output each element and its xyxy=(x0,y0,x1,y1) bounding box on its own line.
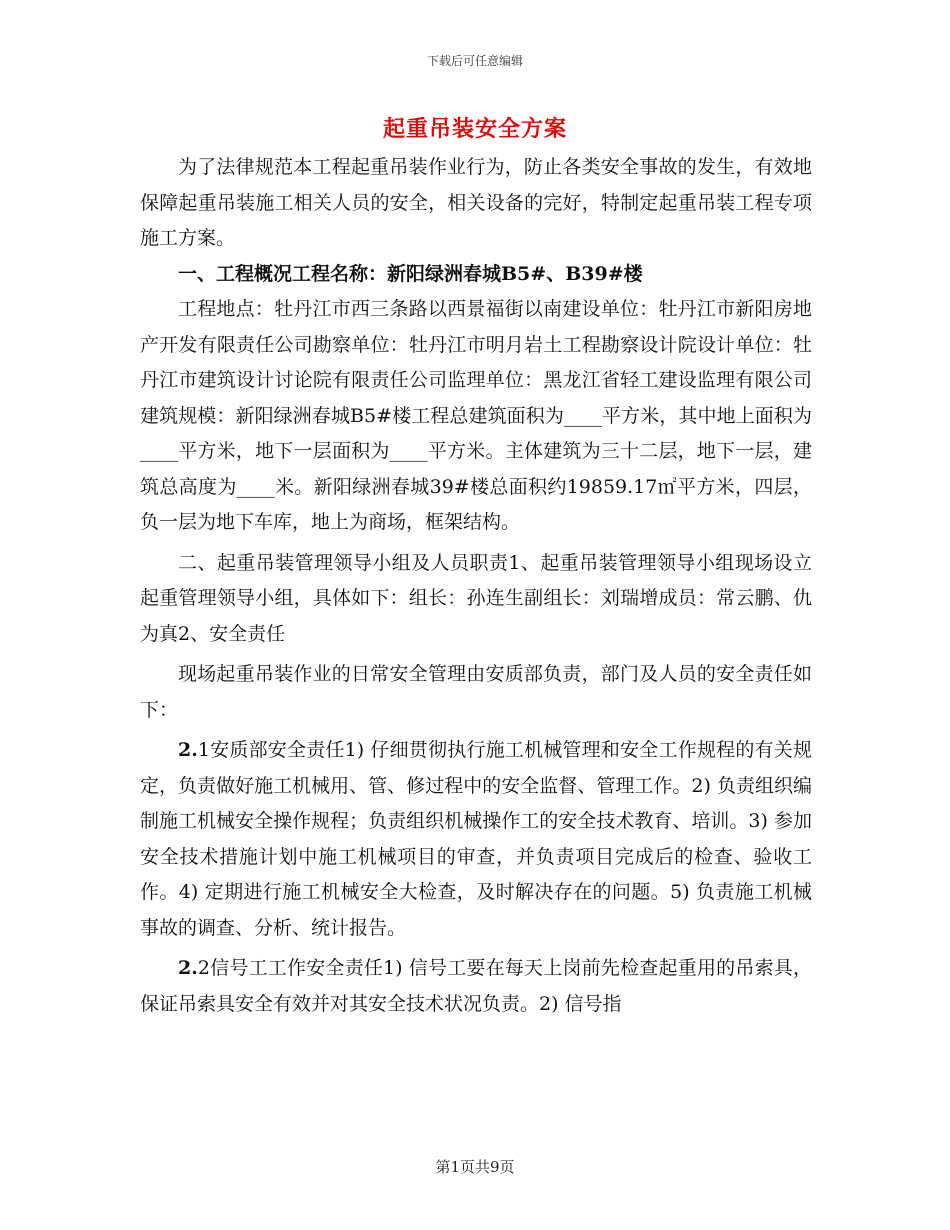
page-header-note: 下载后可任意编辑 xyxy=(426,54,523,68)
safety-dept-text: 1安质部安全责任1) 仔细贯彻执行施工机械管理和安全工作规程的有关规定，负责做好施工机械用、管、修过程中的安全监督、管理工作。2) 负责组织编制施工机械安全操作规程；负责组织机械操作工的安全技术教育、培训。3) 参加安全技术措施计划中施工机械项目的审查，并负责项目完成后的检查、验收工作。4) 定期进行施工机械安全大检查，及时解决存在的问题。5) 负责施工机械事故的调查、分析、统计报告。 xyxy=(140,739,812,939)
page-footer-number: 第1页共9页 xyxy=(435,1158,515,1176)
document-title: 起重吊装安全方案 xyxy=(382,116,567,142)
intro-paragraph: 为了法律规范本工程起重吊装作业行为，防止各类安全事故的发生，有效地保障起重吊装施工相关人员的安全，相关设备的完好，特制定起重吊装工程专项施工方案。 xyxy=(140,156,812,249)
section-heading-management-group: 二、起重吊装管理领导小组及人员职责1、起重吊装管理领导小组现场设立起重管理领导小组，具体如下：组长：孙连生副组长：刘瑞增成员：常云鹏、仇为真2、安全责任 xyxy=(140,551,812,645)
signalman-responsibility xyxy=(140,951,812,1022)
section-number: 2. xyxy=(178,739,198,761)
safety-dept-responsibility xyxy=(140,733,812,946)
section-number: 2. xyxy=(178,957,198,979)
document-body xyxy=(140,150,812,1022)
signalman-text: 2信号工工作安全责任1) 信号工要在每天上岗前先检查起重用的吊索具，保证吊索具安全有效并对其安全技术状况负责。2) 信号指 xyxy=(140,957,812,1015)
safety-responsibility-intro: 现场起重吊装作业的日常安全管理由安质部负责，部门及人员的安全责任如下： xyxy=(140,663,812,721)
project-details-paragraph: 工程地点：牡丹江市西三条路以西景福街以南建设单位：牡丹江市新阳房地产开发有限责任公司勘察单位：牡丹江市明月岩土工程勘察设计院设计单位：牡丹江市建筑设计讨论院有限责任公司监理单位：黑龙江省轻工建设监理有限公司建筑规模：新阳绿洲春城B5#楼工程总建筑面积为____平方米，其中地上面积为____平方米，地下一层面积为____平方米。主体建筑为三十二层，地下一层，建筑总高度为____米。新阳绿洲春城39#楼总面积约19859.17㎡平方米，四层，负一层为地下车库，地上为商场，框架结构。 xyxy=(140,298,812,533)
section-heading-project-overview: 一、工程概况工程名称：新阳绿洲春城B5#、B39#楼 xyxy=(178,262,643,285)
